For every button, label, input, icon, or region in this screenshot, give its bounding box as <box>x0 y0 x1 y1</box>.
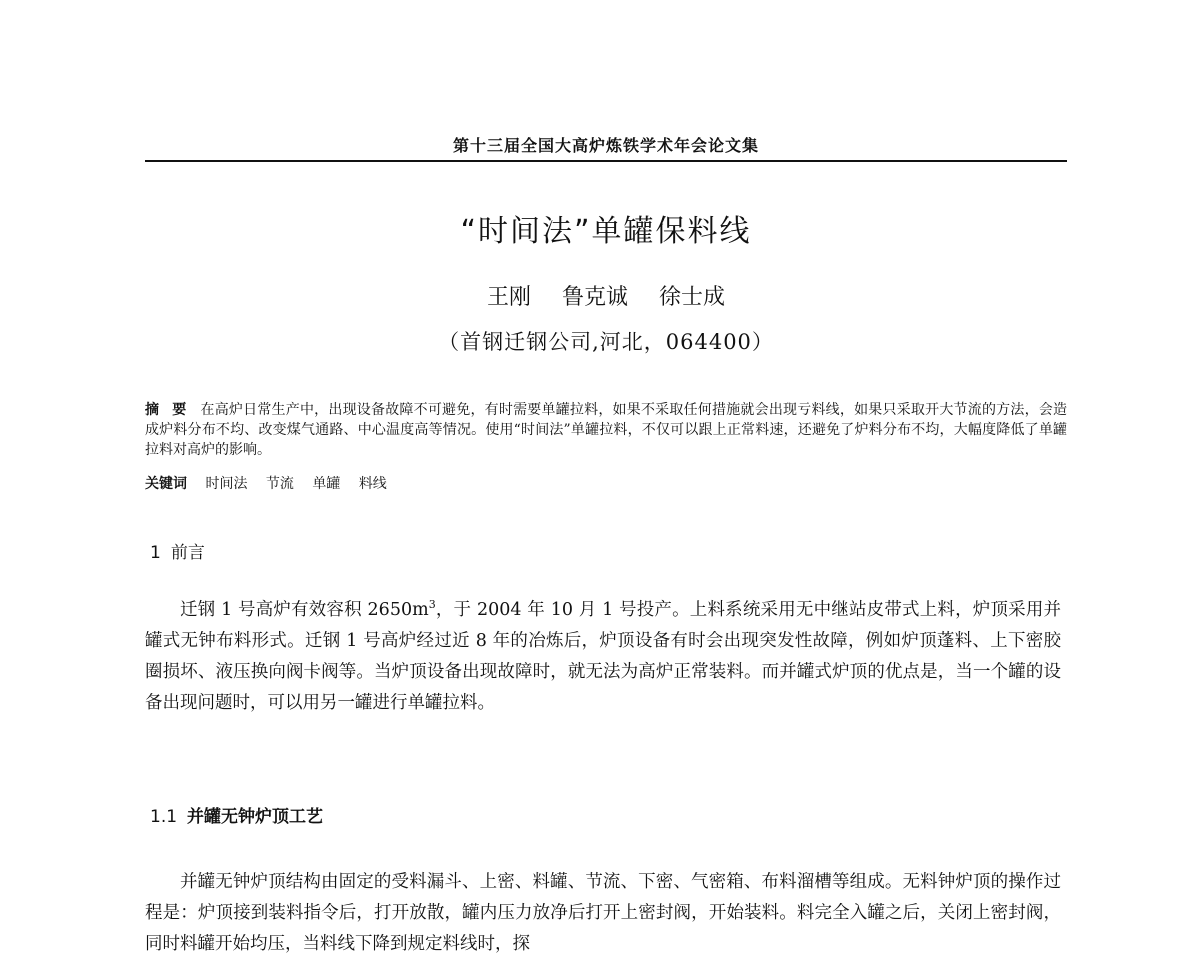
section-number: 1 <box>150 543 161 563</box>
keyword: 时间法 <box>205 476 248 492</box>
abstract-text: 在高炉日常生产中，出现设备故障不可避免，有时需要单罐拉料，如果不采取任何措施就会出现亏料线，如果只采取开大节流的方法，会造成炉料分布不均、改变煤气通路、中心温度高等情况。使用“时间法”单罐拉料，不仅可以跟上正常料速，还避免了炉料分布不均，大幅度降低了单罐拉料对高炉的影响。 <box>145 402 1067 458</box>
keyword: 料线 <box>358 476 387 492</box>
abstract <box>145 400 1067 460</box>
author-name: 鲁克诚 <box>561 285 628 310</box>
paragraph-text: ，于 2004 年 10 月 1 号投产。上料系统采用无中继站皮带式上料，炉顶采用并罐式无钟布料形式。迁钢 1 号高炉经过近 8 年的冶炼后，炉顶设备有时会出现突发性故障，例如炉顶蓬料、上下密胶圈损坏、液压换向阀卡阀等。当炉顶设备出现故障时，就无法为高炉正常装料。而并罐式炉顶的优点是，当一个罐的设备出现问题时，可以用另一罐进行单罐拉料。 <box>145 600 1062 713</box>
header-rule <box>145 160 1067 162</box>
section-title: 前言 <box>170 543 205 563</box>
abstract-label: 摘 要 <box>145 402 191 418</box>
keywords <box>145 474 1067 494</box>
author-list <box>145 280 1067 311</box>
section-number: 1.1 <box>150 807 178 827</box>
section-title: 并罐无钟炉顶工艺 <box>187 807 324 827</box>
keyword: 节流 <box>265 476 294 492</box>
body-paragraph <box>145 595 1061 719</box>
keywords-label: 关键词 <box>145 476 187 492</box>
author-name: 徐士成 <box>659 285 726 310</box>
body-paragraph <box>145 867 1061 960</box>
paragraph-text: 并罐无钟炉顶结构由固定的受料漏斗、上密、料罐、节流、下密、气密箱、布料溜槽等组成。无料钟炉顶的操作过程是：炉顶接到装料指令后，打开放散，罐内压力放净后打开上密封阀，开始装料。料完全入罐之后，关闭上密封阀，同时料罐开始均压，当料线下降到规定料线时，探 <box>145 872 1061 954</box>
subsection-heading <box>150 802 323 827</box>
keyword: 单罐 <box>312 476 341 492</box>
author-name: 王刚 <box>486 285 531 310</box>
paragraph-text: 迁钢 1 号高炉有效容积 2650m <box>180 600 429 620</box>
section-heading <box>150 538 205 563</box>
running-header: 第十三届全国大高炉炼铁学术年会论文集 <box>452 136 759 155</box>
affiliation: （首钢迁钢公司,河北，064400） <box>438 330 774 354</box>
paper-title: “时间法”单罐保料线 <box>460 214 752 249</box>
superscript: 3 <box>428 598 436 612</box>
